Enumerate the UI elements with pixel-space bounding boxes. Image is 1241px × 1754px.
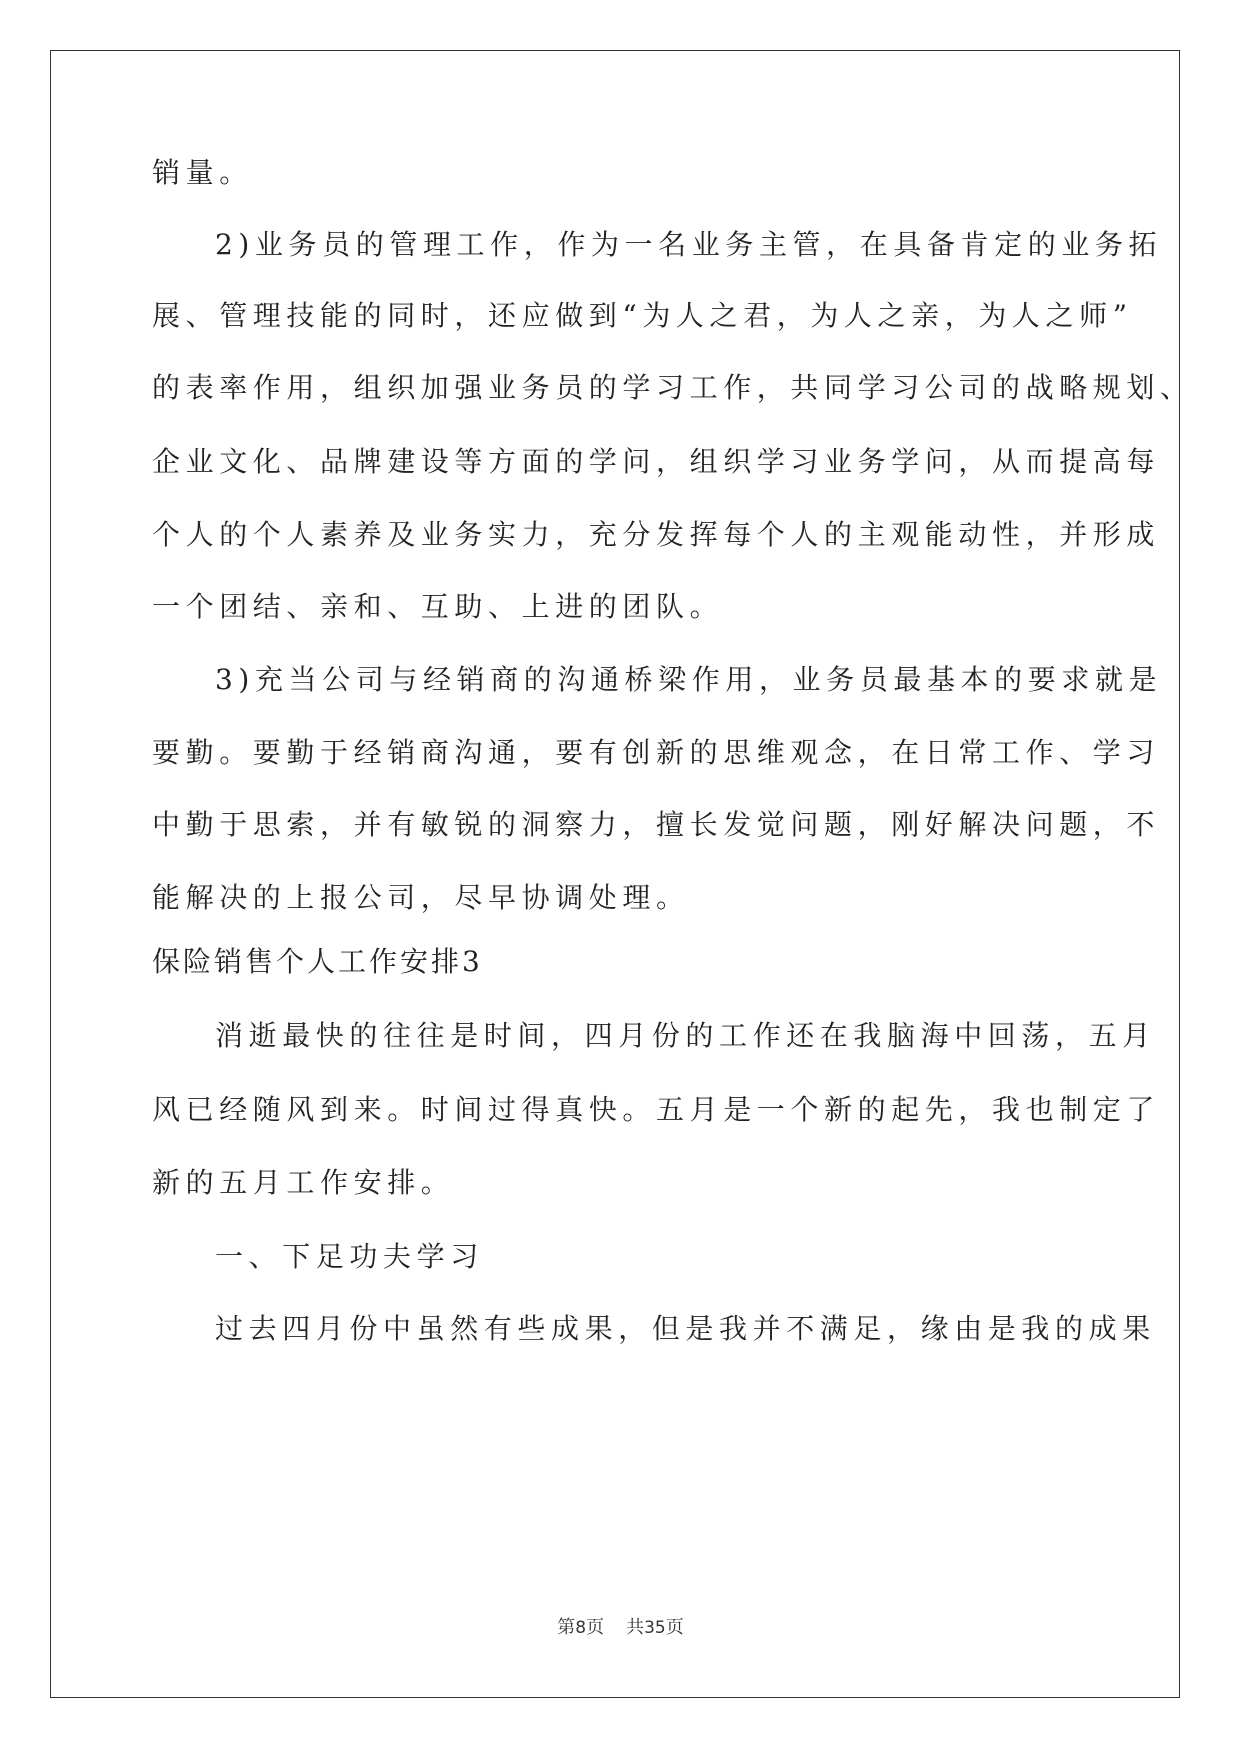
text-line-1: 销量。 xyxy=(152,156,253,189)
text-line-3: 展、管理技能的同时，还应做到“为人之君，为人之亲，为人之师” xyxy=(152,299,1133,332)
text-line-4: 的表率作用，组织加强业务员的学习工作，共同学习公司的战略规划、 xyxy=(152,371,1194,404)
text-line-13: 消逝最快的往往是时间，四月份的工作还在我脑海中回荡，五月 xyxy=(215,1019,1156,1052)
total-prefix: 共 xyxy=(626,1617,645,1638)
page-suffix: 页 xyxy=(586,1617,605,1638)
text-line-7: 一个团结、亲和、互助、上进的团队。 xyxy=(152,590,724,623)
text-line-17: 过去四月份中虽然有些成果，但是我并不满足，缘由是我的成果 xyxy=(215,1312,1156,1345)
text-line-15: 新的五月工作安排。 xyxy=(152,1166,455,1199)
section-heading: 保险销售个人工作安排3 xyxy=(152,945,483,978)
text-line-11: 能解决的上报公司，尽早协调处理。 xyxy=(152,881,690,914)
total-pages: 35 xyxy=(644,1618,666,1638)
text-line-5: 企业文化、品牌建设等方面的学问，组织学习业务学问，从而提高每 xyxy=(152,445,1161,478)
text-line-8: 3)充当公司与经销商的沟通桥梁作用，业务员最基本的要求就是 xyxy=(215,663,1163,696)
text-line-14: 风已经随风到来。时间过得真快。五月是一个新的起先，我也制定了 xyxy=(152,1093,1161,1126)
total-suffix: 页 xyxy=(665,1617,684,1638)
page-number: 8 xyxy=(575,1618,587,1638)
text-line-9: 要勤。要勤于经销商沟通，要有创新的思维观念，在日常工作、学习 xyxy=(152,736,1161,769)
page-prefix: 第 xyxy=(557,1617,576,1638)
page-footer xyxy=(0,1616,1241,1640)
text-line-10: 中勤于思索，并有敏锐的洞察力，擅长发觉问题，刚好解决问题，不 xyxy=(152,808,1161,841)
text-line-2: 2)业务员的管理工作，作为一名业务主管，在具备肯定的业务拓 xyxy=(215,228,1163,261)
subheading: 一、下足功夫学习 xyxy=(215,1240,484,1273)
text-line-6: 个人的个人素养及业务实力，充分发挥每个人的主观能动性，并形成 xyxy=(152,518,1161,551)
